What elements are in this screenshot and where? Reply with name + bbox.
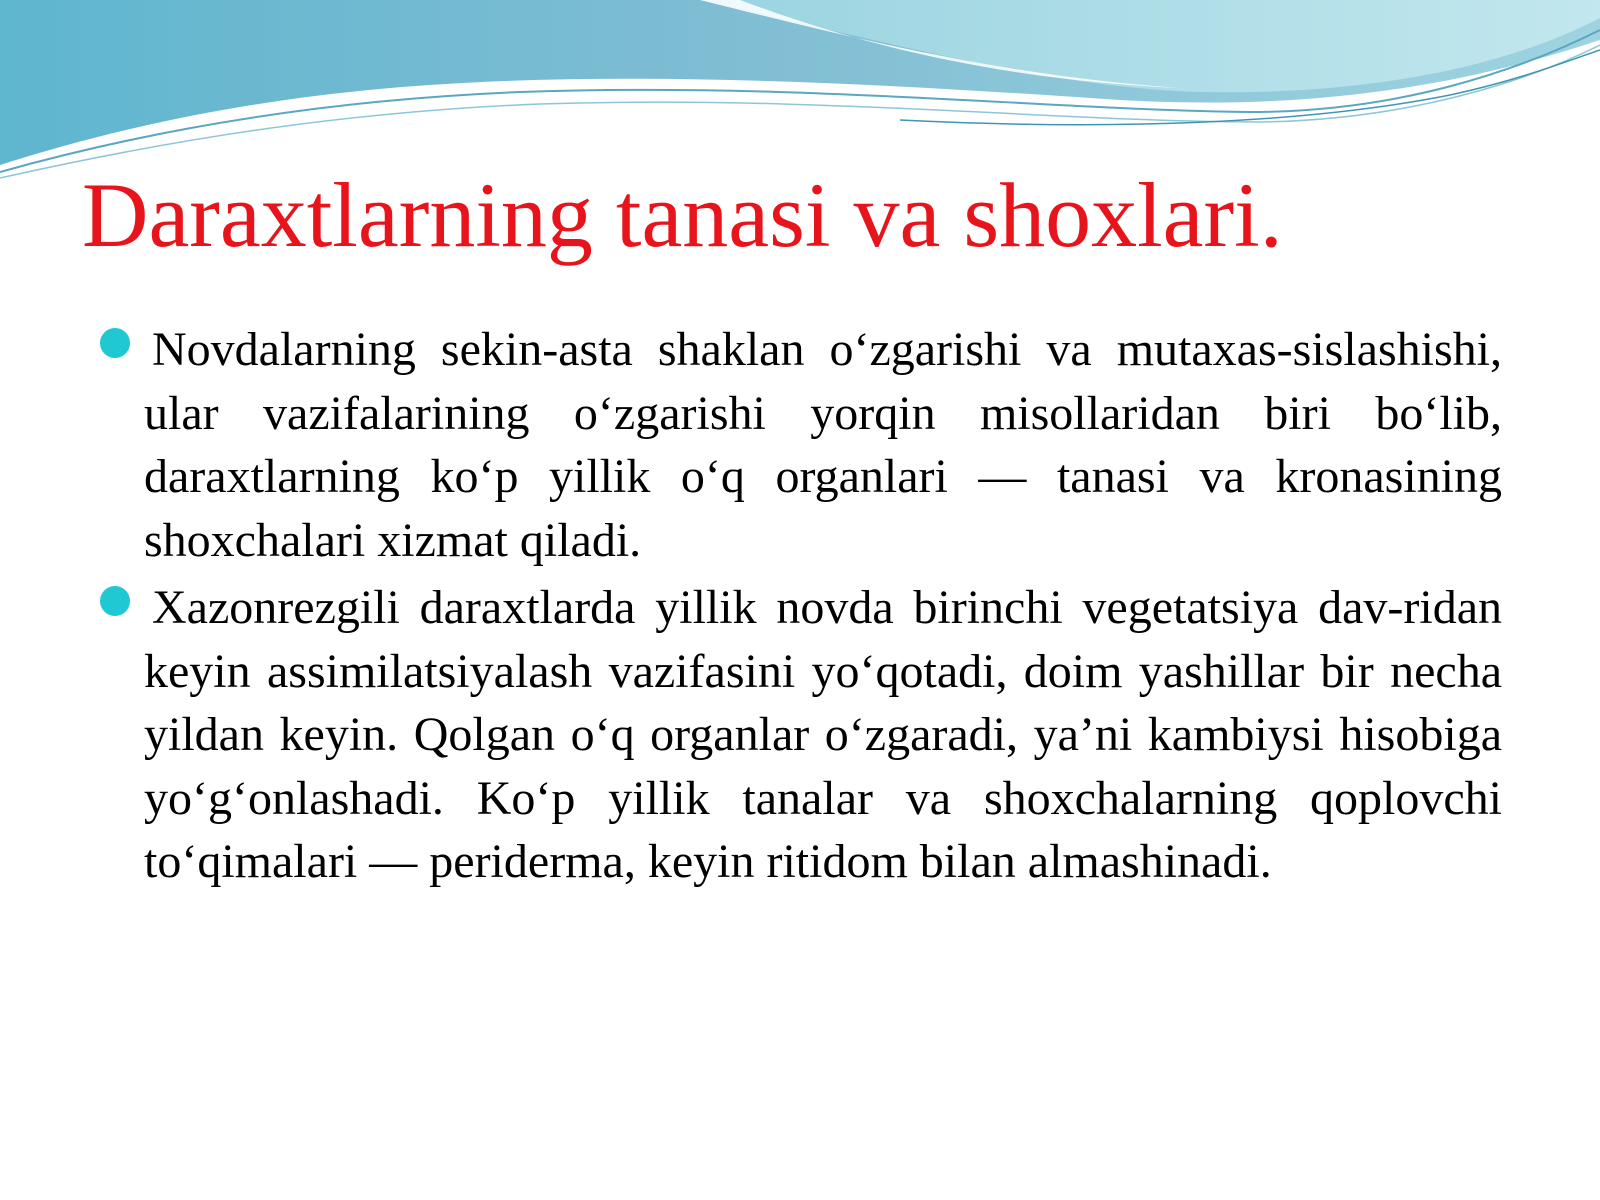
slide-title: Daraxtlarning tanasi va shoxlari. <box>82 164 1283 266</box>
bullet-item-2 <box>144 576 1502 894</box>
round-bullet-icon <box>100 328 130 358</box>
round-bullet-icon <box>100 586 130 616</box>
bullet-text-2: Xazonrezgili daraxtlarda yillik novda birinchi vegetatsiya dav-ridan keyin assimilatsiyalash vazifasini yo‘qotadi, doim yashillar bir necha yildan keyin. Qolgan o‘q organlar o‘zgaradi, ya’ni kambiysi hisobiga yo‘g‘onlashadi. Ko‘p yillik tanalar va shoxchalarning qoplovchi to‘qimalari — periderma, keyin ritidom bilan almashinadi. <box>144 581 1502 888</box>
bullet-item-1 <box>144 318 1502 572</box>
bullet-list <box>144 318 1502 898</box>
bullet-text-1: Novdalarning sekin-asta shaklan o‘zgarishi va mutaxas-sislashishi, ular vazifalarining o‘zgarishi yorqin misollaridan biri bo‘lib, daraxtlarning ko‘p yillik o‘q organlari — tanasi va kronasining shoxchalari xizmat qiladi. <box>144 323 1502 567</box>
